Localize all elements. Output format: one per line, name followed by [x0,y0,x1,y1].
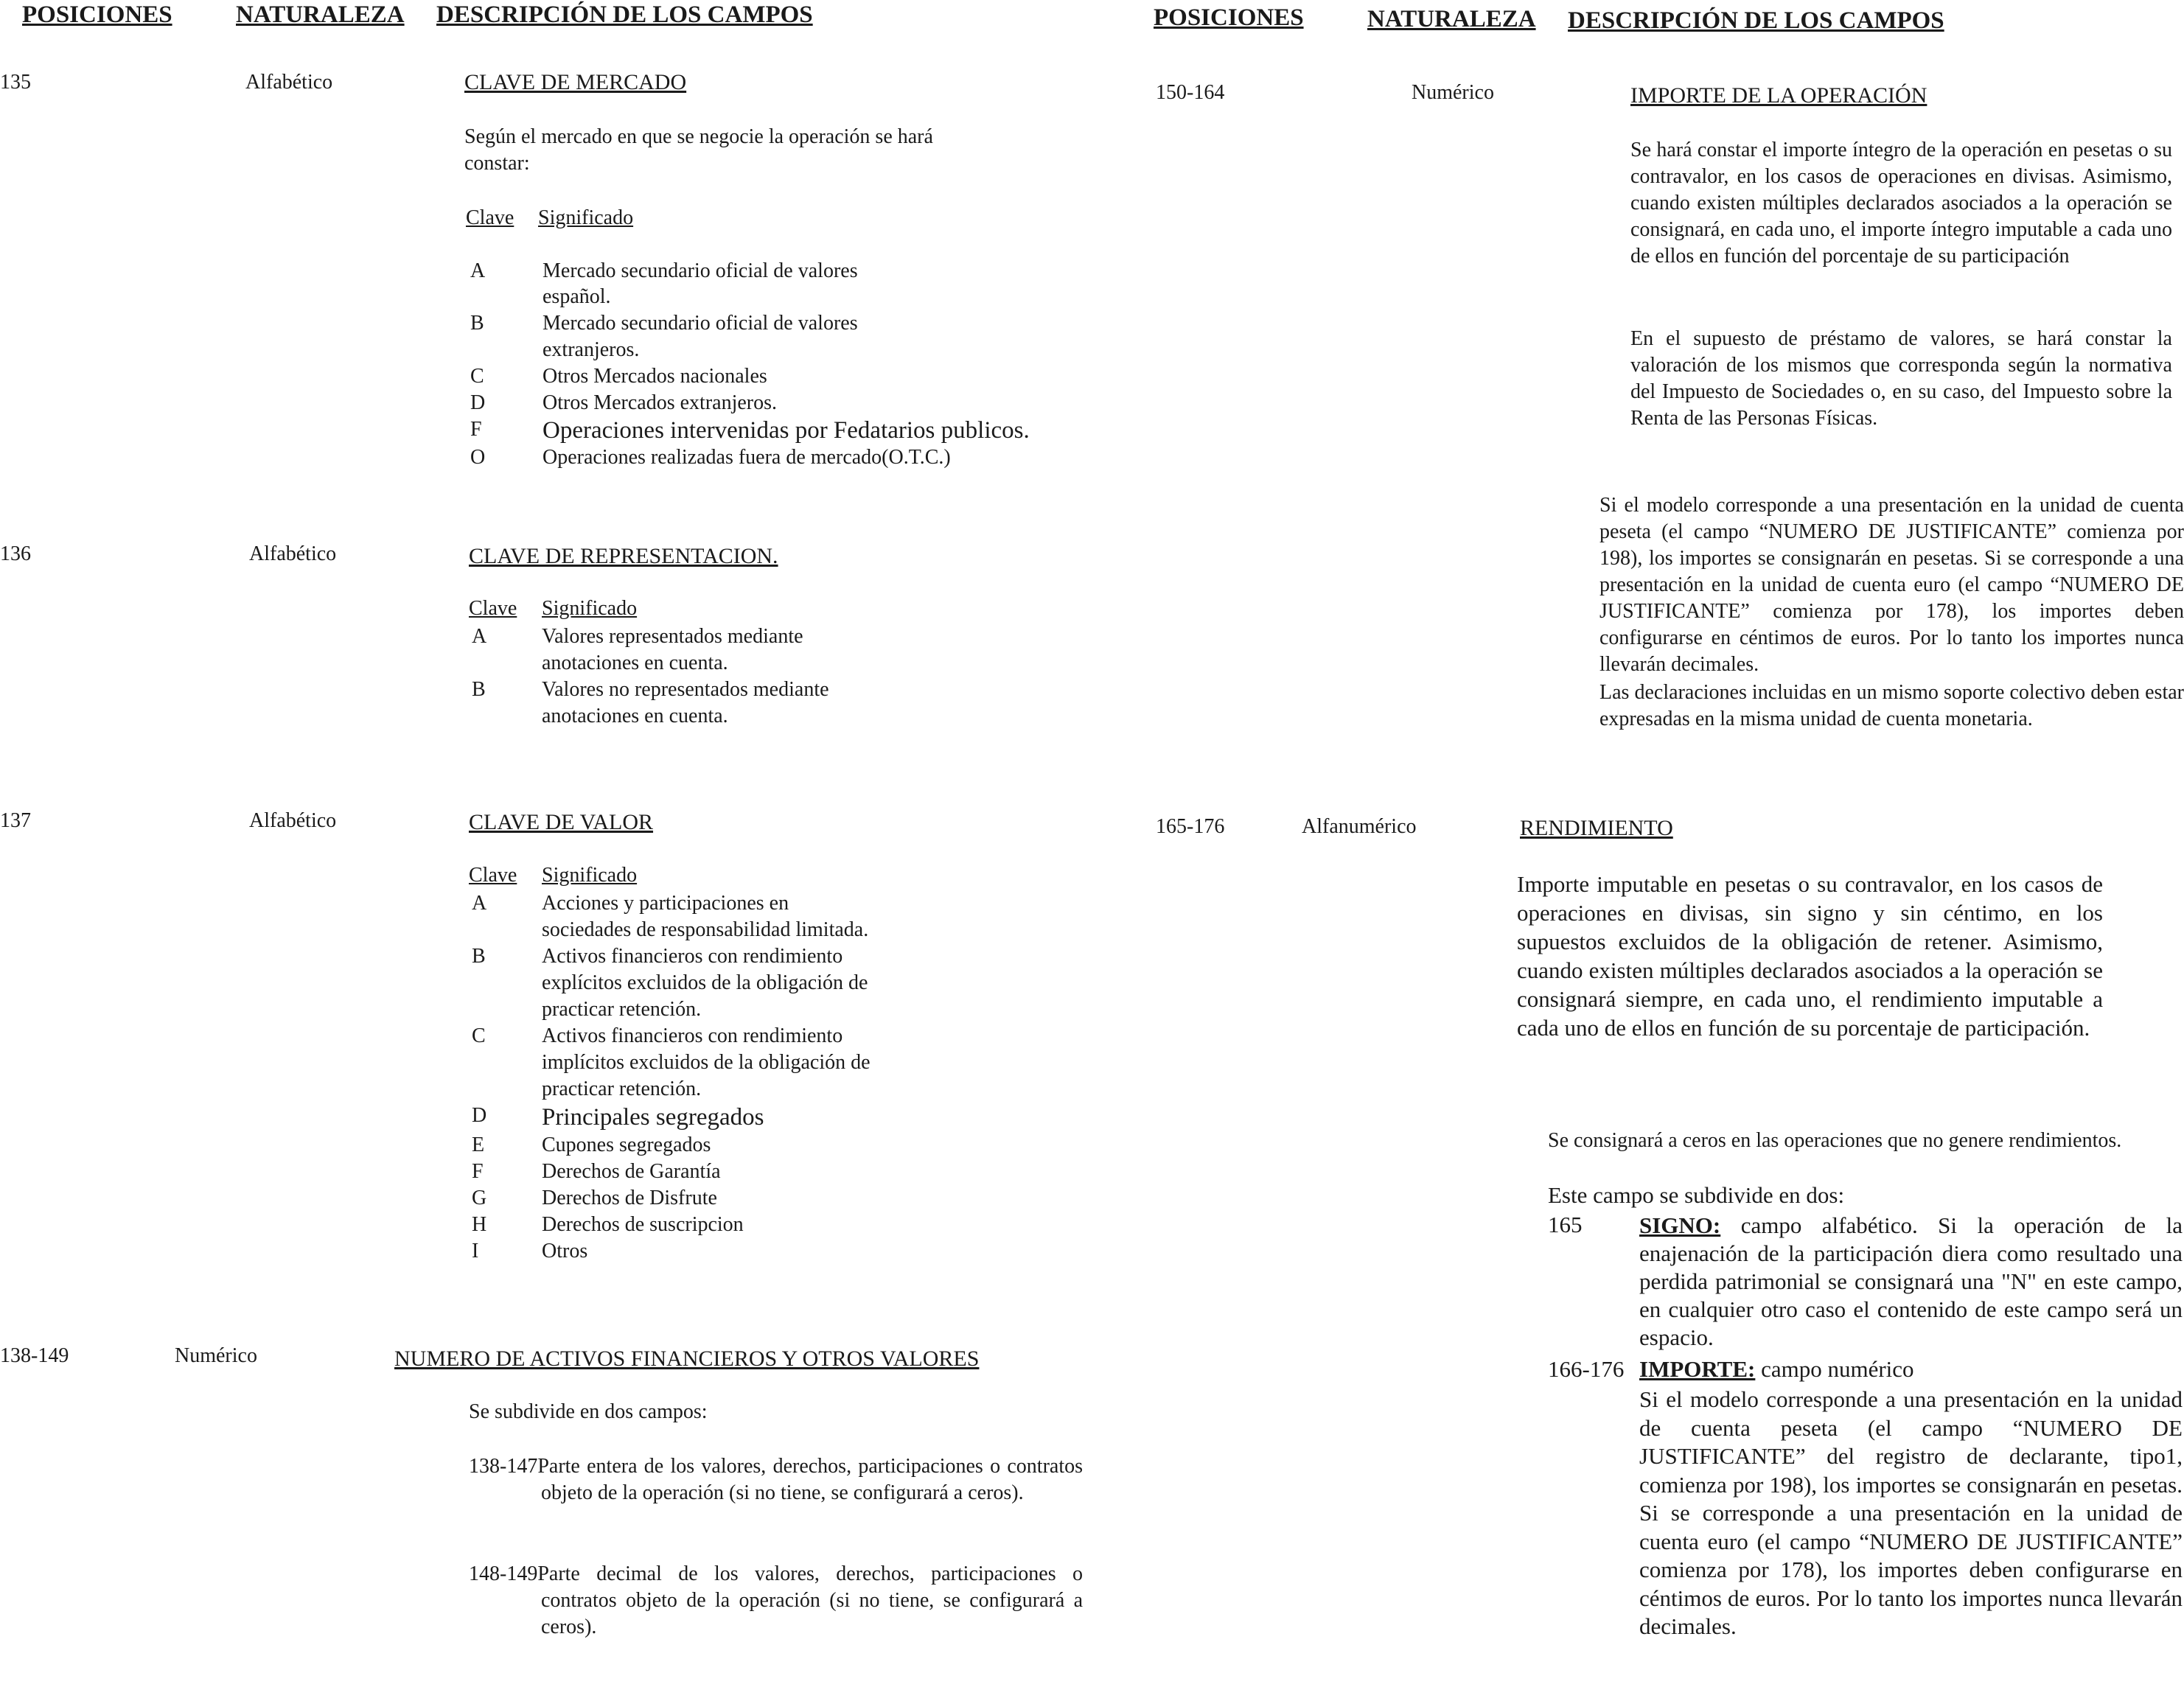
f137-item-line: implícitos excluidos de la obligación de [542,1051,871,1074]
f165-paragraph-1: Importe imputable en pesetas o su contravalor, en los casos de operaciones en divisas, sin signo y sin céntimo, en los supuestos excluidos de la obligación de retener. Asimismo, cuando existen múltiples declarados asociados a la operación se consignará siempre, en cada uno, el rendimiento imputable a cada uno de ellos en función de su porcentaje de participación. [1517,871,2103,1041]
f137-key: C [472,1024,486,1047]
f150-paragraph-3: Si el modelo corresponde a una presentación en la unidad de cuenta peseta (el campo “NUMERO DE JUSTIFICANTE” comienza por 198), los importes se consignarán en pesetas. Si se corresponde a una presentación en la unidad de cuenta euro (el campo “NUMERO DE JUSTIFICANTE” comienza por 178), los importes deben configurarse en céntimos de euros. Por lo tanto los importes nunca llevarán decimales. [1599,494,2184,676]
list-item: A Valores representados mediante anotaciones en cuenta. [472,625,803,674]
f137-item-line: Activos financieros con rendimiento [542,1024,843,1047]
list-item [472,1132,1002,1159]
f165-sub-2-body: Si el modelo corresponde a una presentación en la unidad de cuenta peseta (el campo “NUMERO DE JUSTIFICANTE” del registro de declarante, tipo1, comienza por 198), los importes se consignarán en pesetas. Si se corresponde a una presentación en la unidad de cuenta euro (el campo “NUMERO DE JUSTIFICANTE” comienza por 178), los importes deben configurarse en céntimos de euros. Por lo tanto los importes nunca llevarán decimales. [1639,1386,2183,1639]
f137-key: B [472,945,486,968]
header-description-left: DESCRIPCIÓN DE LOS CAMPOS [436,1,813,28]
f137-key: A [472,892,487,915]
f165-sub-2-heading: IMPORTE: campo numérico [1639,1356,1914,1382]
f137-nature: Alfabético [249,809,337,832]
f165-nature: Alfanumérico [1302,815,1417,838]
f165-sub-1: SIGNO: campo alfabético. Si la operación de la enajenación de la participación diera como resultado una perdida patrimonial se consignará una "N" en este campo, en cualquier otro caso el contenido de este campo será un espacio. [1639,1212,2183,1350]
list-item: C Otros Mercados nacionales [470,365,767,388]
f165-sub-2-range: 166-176 [1548,1356,1625,1382]
header-description-right: DESCRIPCIÓN DE LOS CAMPOS [1568,7,1944,34]
list-item [472,1238,1002,1265]
f150-paragraph-1: Se hará constar el importe íntegro de la operación en pesetas o su contravalor, en los casos de operaciones en divisas. Asimismo, cuando existen múltiples declarados asociados a la operación se consignará, en cada uno, el importe íntegro imputable a cada uno de ellos en función del porcentaje de su participación [1630,139,2172,268]
list-item [472,1212,1002,1238]
list-item [472,1103,1002,1132]
f137-list [472,890,1002,1265]
f137-key: I [472,1240,479,1262]
f137-col-key: Clave [469,864,517,887]
f137-item-line: Derechos de Disfrute [542,1187,717,1209]
list-item: B Valores no representados mediante anotaciones en cuenta. [472,678,829,727]
list-item: A Mercado secundario oficial de valores español. [470,259,858,308]
f137-item-line: Otros [542,1240,588,1262]
f138-intro: Se subdivide en dos campos: [469,1400,708,1423]
f136-nature: Alfabético [249,542,337,565]
f165-position: 165-176 [1156,815,1225,838]
f137-key: H [472,1213,487,1236]
list-item: D Otros Mercados extranjeros. [470,391,778,414]
f137-item-line: explícitos excluidos de la obligación de [542,971,868,994]
f137-item-line: Derechos de Garantía [542,1160,721,1183]
f137-item-line: Derechos de suscripcion [542,1213,744,1236]
f150-title: IMPORTE DE LA OPERACIÓN [1630,83,1927,108]
f137-item-line: sociedades de responsabilidad limitada. [542,918,869,941]
f136-title: CLAVE DE REPRESENTACION. [469,544,778,568]
f137-item-line: Activos financieros con rendimiento [542,945,843,968]
list-item: B Mercado secundario oficial de valores extranjeros. [470,312,858,361]
list-item [472,890,1002,943]
f138-title: NUMERO DE ACTIVOS FINANCIEROS Y OTROS VALORES [394,1347,980,1371]
f138-position: 138-149 [0,1344,69,1367]
f137-key: D [472,1104,487,1127]
f137-item-line: Acciones y participaciones en [542,892,789,915]
header-nature-right: NATURALEZA [1367,6,1536,32]
f138-nature: Numérico [175,1344,257,1367]
f165-paragraph-3: Este campo se subdivide en dos: [1548,1182,1845,1208]
f135-title: CLAVE DE MERCADO [464,70,687,94]
f137-item-line: Principales segregados [542,1104,764,1131]
header-positions-right: POSICIONES [1154,4,1304,31]
header-nature-left: NATURALEZA [236,1,405,28]
f137-key: G [472,1187,487,1209]
f137-item-line: Cupones segregados [542,1134,711,1156]
signo-label: SIGNO: [1639,1212,1721,1238]
list-item [472,1185,1002,1212]
importe-label: IMPORTE: [1639,1356,1756,1382]
f150-paragraph-2: En el supuesto de préstamo de valores, se hará constar la valoración de los mismos que corresponda según la normativa del Impuesto de Sociedades o, en su caso, del Impuesto sobre la Renta de las Personas Físicas. [1630,327,2172,430]
f135-position: 135 [0,71,31,94]
f136-list [472,624,988,730]
f165-paragraph-2: Se consignará a ceros en las operaciones que no genere rendimientos. [1548,1129,2122,1152]
f137-col-meaning: Significado [542,864,638,887]
f136-col-meaning: Significado [542,597,638,620]
list-item: O Operaciones realizadas fuera de mercado(O.T.C.) [470,446,951,469]
f135-col-key: Clave [466,206,514,229]
f138-sub-1: 138-147Parte entera de los valores, derechos, participaciones o contratos objeto de la operación (si no tiene, se configurará a ceros). [469,1455,1083,1504]
f135-nature: Alfabético [245,71,333,94]
f135-list [470,258,1030,471]
f165-title: RENDIMIENTO [1520,816,1673,840]
f135-key: A [470,259,486,282]
f138-sub-2: 148-149Parte decimal de los valores, derechos, participaciones o contratos objeto de la operación (si no tiene, se configurará a ceros). [469,1562,1083,1638]
f135-intro: Según el mercado en que se negocie la operación se hará constar: [464,125,933,175]
list-item [472,1023,1002,1103]
header-positions-left: POSICIONES [22,1,172,28]
f136-position: 136 [0,542,31,565]
f165-sub-1-range: 165 [1548,1212,1583,1237]
list-item [472,943,1002,1023]
f135-col-meaning: Significado [538,206,634,229]
f137-key: F [472,1160,484,1183]
list-item [472,1159,1002,1185]
f150-nature: Numérico [1412,81,1494,104]
f137-key: E [472,1134,485,1156]
f150-paragraph-4: Las declaraciones incluidas en un mismo soporte colectivo deben estar expresadas en la misma unidad de cuenta monetaria. [1599,681,2184,730]
f136-col-key: Clave [469,597,517,620]
list-item: F Operaciones intervenidas por Fedatarios publicos. [470,417,1030,444]
f150-position: 150-164 [1156,81,1225,104]
f137-title: CLAVE DE VALOR [469,810,654,834]
f137-item-line: practicar retención. [542,998,702,1021]
f137-position: 137 [0,809,31,832]
f137-item-line: practicar retención. [542,1077,702,1100]
